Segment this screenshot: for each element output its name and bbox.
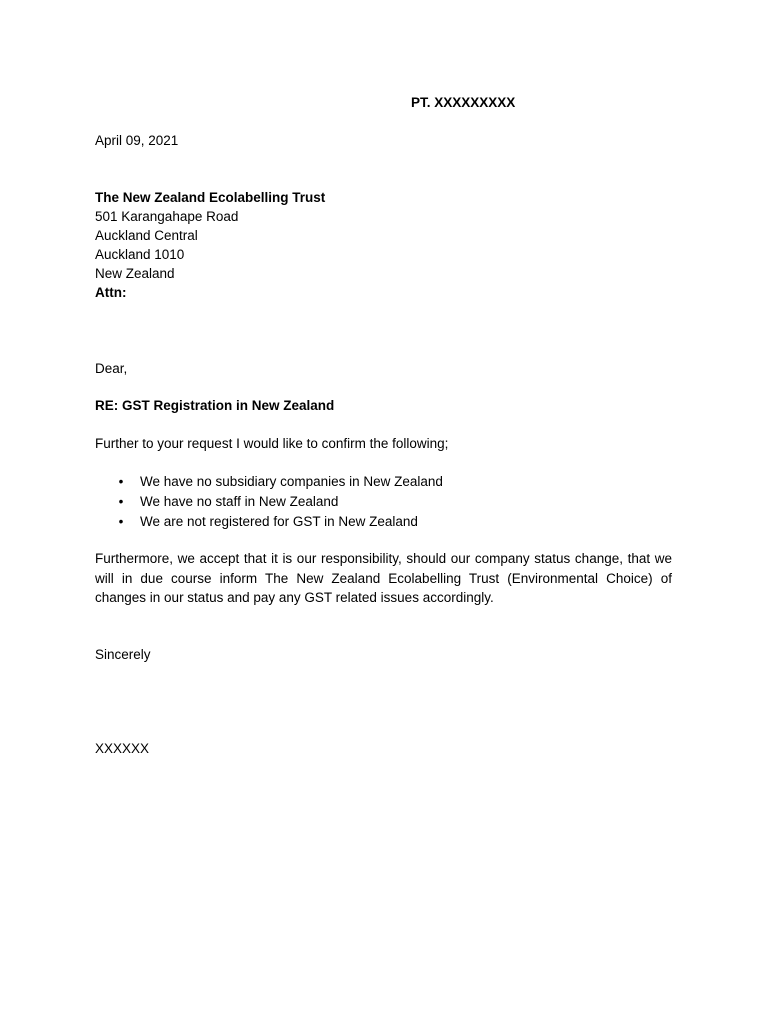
recipient-address — [95, 188, 325, 302]
recipient-country: New Zealand — [95, 266, 175, 281]
bullet-icon: • — [118, 474, 124, 489]
list-item-text: We have no staff in New Zealand — [140, 494, 339, 509]
reference-number: PT. XXXXXXXXX — [411, 95, 516, 110]
list-item — [95, 492, 443, 512]
list-item-text: We have no subsidiary companies in New Zealand — [140, 474, 443, 489]
letter-date: April 09, 2021 — [95, 133, 179, 148]
recipient-name: The New Zealand Ecolabelling Trust — [95, 190, 326, 205]
recipient-city: Auckland 1010 — [95, 247, 185, 262]
recipient-suburb: Auckland Central — [95, 228, 198, 243]
recipient-attn: Attn: — [95, 285, 127, 300]
subject-line: RE: GST Registration in New Zealand — [95, 398, 335, 413]
list-item-text: We are not registered for GST in New Zealand — [140, 514, 418, 529]
body-paragraph: Furthermore, we accept that it is our responsibility, should our company status change, that we will in due course inform The New Zealand Ecolabelling Trust (Environmental Choice) of changes in our status and pay any GST related issues accordingly. — [95, 551, 672, 605]
greeting: Dear, — [95, 361, 128, 376]
list-item — [95, 472, 443, 492]
bullet-icon: • — [118, 494, 124, 509]
confirmation-list — [95, 472, 443, 532]
recipient-street: 501 Karangahape Road — [95, 209, 239, 224]
list-item — [95, 512, 443, 532]
signature-name: XXXXXX — [95, 741, 150, 756]
intro-sentence: Further to your request I would like to confirm the following; — [95, 436, 449, 451]
closing: Sincerely — [95, 647, 151, 662]
bullet-icon: • — [118, 514, 124, 529]
